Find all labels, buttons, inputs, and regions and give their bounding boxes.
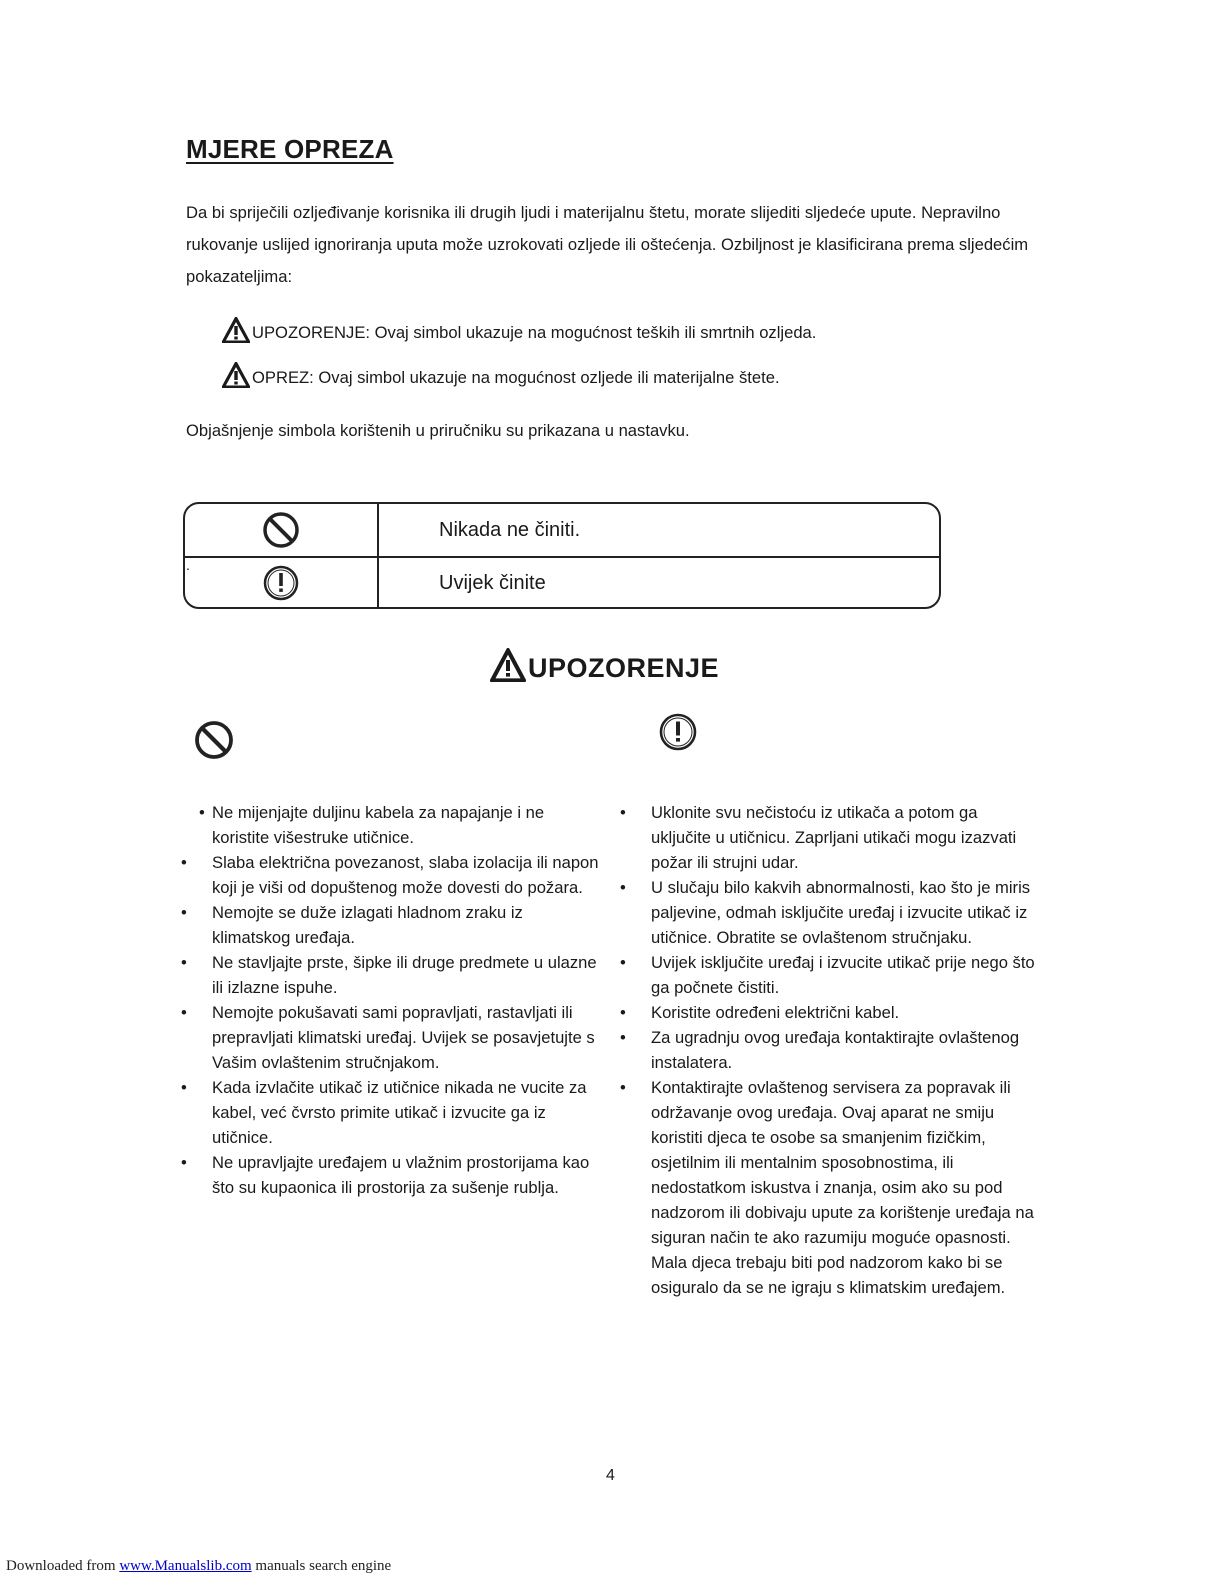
warning-triangle-icon: [222, 362, 250, 388]
mandatory-actions-list: [620, 800, 1041, 1300]
mandatory-icon: [262, 564, 300, 602]
page-number: 4: [606, 1467, 615, 1484]
warning-triangle-icon: [490, 648, 526, 682]
symbol-legend-table: [183, 502, 941, 609]
list-item: • Za ugradnju ovog uređaja kontaktirajte ovlaštenog instalatera.: [620, 1028, 1020, 1072]
list-item: • Koristite određeni električni kabel.: [620, 1003, 900, 1022]
list-item: • Ne upravljajte uređajem u vlažnim prostorijama kao što su kupaonica ili prostorija za sušenje rublja.: [181, 1153, 590, 1197]
prohibited-actions-list: [181, 800, 602, 1200]
list-item: • Nemojte se duže izlagati hladnom zraku iz klimatskog uređaja.: [181, 903, 523, 947]
indicator-text: OPREZ: Ovaj simbol ukazuje na mogućnost ozljede ili materijalne štete.: [252, 368, 780, 387]
list-item: • Uklonite svu nečistoću iz utikača a potom ga uključite u utičnicu. Zaprljani utikači mogu izazvati požar ili strujni udar.: [620, 803, 1017, 872]
symbols-explanation: Objašnjenje simbola korištenih u priručniku su prikazana u nastavku.: [186, 421, 690, 440]
page-title: MJERE OPREZA: [186, 134, 394, 164]
mandatory-icon: [658, 712, 698, 752]
manualslib-link[interactable]: www.Manualslib.com: [119, 1558, 252, 1574]
warning-heading: [490, 648, 719, 682]
right-column-symbol: [658, 712, 698, 757]
warning-triangle-icon: [222, 317, 250, 343]
legend-text: Nikada ne činiti.: [439, 518, 581, 541]
footer-prefix: Downloaded from: [6, 1558, 116, 1574]
prohibited-icon: [262, 511, 300, 549]
indicator-caution: [222, 362, 780, 388]
download-footer: [6, 1558, 391, 1575]
stray-mark: .: [186, 557, 190, 573]
legend-text: Uvijek činite: [439, 571, 546, 594]
list-item: • Kontaktirajte ovlaštenog servisera za popravak ili održavanje ovog uređaja. Ovaj aparat ne smiju koristiti djeca te osobe sa smanjenim fizičkim, osjetilnim ili mentalnim sposobnostima, ili nedostatkom iskustva i znanja, osim ako su pod nadzorom ili dobivaju upute za korištenje uređaja na siguran način te ako razumiju moguće opasnosti. Mala djeca trebaju biti pod nadzorom kako bi se osiguralo da se ne igraju s klimatskim uređajem.: [620, 1078, 1034, 1297]
list-item: • Nemojte pokušavati sami popravljati, rastavljati ili prepravljati klimatski uređaj. Uvijek se posavjetujte s Vašim ovlaštenim stručnjakom.: [181, 1003, 595, 1072]
indicator-text: UPOZORENJE: Ovaj simbol ukazuje na mogućnost teških ili smrtnih ozljeda.: [252, 323, 817, 342]
prohibited-icon: [194, 720, 234, 760]
list-item: • Uvijek isključite uređaj i izvucite utikač prije nego što ga počnete čistiti.: [620, 953, 1035, 997]
indicator-warning: [222, 317, 816, 343]
list-item: • Slaba električna povezanost, slaba izolacija ili napon koji je viši od dopuštenog može dovesti do požara.: [181, 853, 599, 897]
left-column-symbol: [194, 720, 234, 765]
list-item: • Ne stavljajte prste, šipke ili druge predmete u ulazne ili izlazne ispuhe.: [181, 953, 597, 997]
list-item: • Ne mijenjajte duljinu kabela za napajanje i ne koristite višestruke utičnice.: [199, 803, 545, 847]
footer-suffix: manuals search engine: [255, 1558, 392, 1574]
list-item: • U slučaju bilo kakvih abnormalnosti, kao što je miris paljevine, odmah isključite uređaj i izvucite utikač iz utičnice. Obratite se ovlaštenom stručnjaku.: [620, 878, 1031, 947]
warning-heading-text: UPOZORENJE: [528, 653, 720, 683]
intro-paragraph: Da bi spriječili ozljeđivanje korisnika ili drugih ljudi i materijalnu štetu, morate slijediti sljedeće upute. Nepravilno rukovanje uslijed ignoriranja uputa može uzrokovati ozljede ili oštećenja. Ozbiljnost je klasificirana prema sljedećim pokazateljima:: [186, 203, 1029, 286]
legend-row-prohibited: [185, 504, 939, 558]
list-item: • Kada izvlačite utikač iz utičnice nikada ne vucite za kabel, već čvrsto primite utikač i izvucite ga iz utičnice.: [181, 1078, 587, 1147]
legend-row-mandatory: [185, 557, 939, 609]
